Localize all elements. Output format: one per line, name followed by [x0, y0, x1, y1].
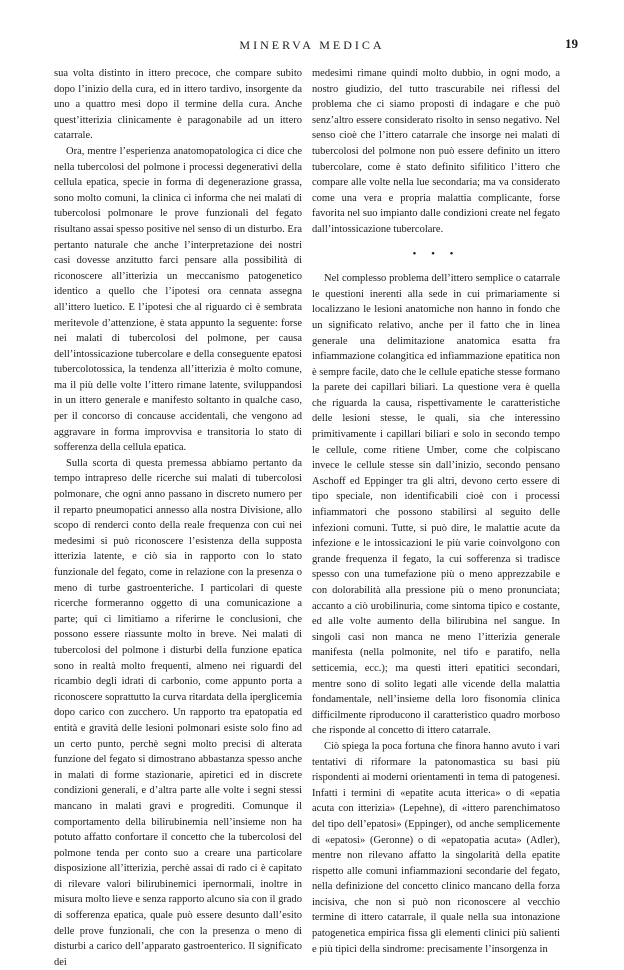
paragraph: Ora, mentre l’esperienza anatomopatologica ci dice che nella tubercolosi del polmone i processi degenerativi della cellula epatica, specie in forma di degenerazione grassa, sono molto comuni, la clinica ci informa che nei malati di tubercolosi polmonare le prove funzionali del fegato risultano assai spesso positive nel senso di un disturbo. Era pertanto naturale che anche l’interpretazione dei nostri casi dovesse anzitutto farci pensare alla possibilità di riconoscere all’itterizia un meccanismo patogenetico identico a quello che l’ipotesi ora cennata assegna all’ittero luetico. E l’ipotesi che al riguardo ci è sembrata meritevole d’attenzione, è stata appunto la seguente: forse nei malati di tubercolosi del polmone, per causa dell’intossicazione tubercolare e della conseguente epatosi tubercolotossica, la tendenza all’itterizia è molto comune, ma il più delle volte l’ittero rimane latente, sviluppandosi in un ittero generale e manifesto soltanto in qualche caso, per il concorso di concause accidentali, che vengono ad aggravare in forma improvvisa e transitoria lo stato di sofferenza della cellula epatica.	[54, 145, 302, 454]
page-number: 19	[565, 36, 578, 51]
paragraph: Sulla scorta di questa premessa abbiamo pertanto da tempo intrapreso delle ricerche sui malati di tubercolosi polmonare, che ogni anno passano in discreto numero per il reparto pneumopatici annesso alla nostra Divisione, allo scopo di renderci conto della reale frequenza con cui nei medesimi si può riconoscere l’esistenza della supposta itterizia latente, e ciò sia in rapporto con lo stato funzionale del fegato, come in relazione con la presenza o meno di turbe gastroenteriche. I particolari di queste ricerche formeranno oggetto di una comunicazione a parte; qui ci limitiamo a riferirne le conclusioni, che possono essere riassunte molto in breve. Nei malati di tubercolosi del polmone i disturbi della funzione epatica sono in realtà molto frequenti, almeno nei riguardi del ricambio degli idrati di carbonio, come appunto porta a riconoscere soprattutto la curva ritardata della iperglicemia dopo carico con zucchero. Un rapporto tra epatopatia ed entità e gravità delle lesioni polmonari esiste solo fino ad un certo punto, perchè segni molto precisi di alterata funzione del fegato si dimostrano abbastanza spesso anche in malati di forme stazionarie, apiretici ed in discrete condizioni generali, e d’altra parte alle volte i segni stessi mancano in malati gravi e progrediti. Comunque il comportamento della bilirubinemia nell’insieme non ha potuto affatto confortare il concetto che la tubercolosi del polmone tenda per conto suo a creare una particolare disposizione all’itterizia, perchè assai di rado ci è capitato di rilevare valori bilirubinemici ipernormali, inoltre in misura molto lieve e senza rapporto alcuno sia con il grado di sofferenza epatica, quale può essere desunto dall’esito delle prove funzionali, che con la presenza o meno di disturbi a carico dell’apparato gastroenterico. Il significato dei	[54, 457, 302, 968]
paragraph: Ciò spiega la poca fortuna che finora hanno avuto i vari tentativi di riformare la patonomastica su basi più rispondenti ai moderni orientamenti in tema di patogenesi. Infatti i termini di «epatite acuta itterica» o di «epatia acuta con itterizia» (Lepehne), di «ittero parenchimatoso del tipo dell’epatosi» (Eppinger), od anche semplicemente di «epatosi» (Geronne) o di «epatopatia acuta» (Adler), mentre non rilevano affatto la singolarità della epatite rispetto alle comuni infiammazioni secondarie del fegato, nella definizione del concetto clinico mancano della forza incisiva, che non si può non riconoscere al vecchio termine di ittero catarrale, il quale nella sua intonazione patogenetica empirica fissa gli elementi clinici più salienti e più tipici della sindrome: precisamente l’insorgenza in	[312, 740, 560, 955]
running-title: MINERVA MEDICA	[239, 38, 385, 52]
right-column	[312, 66, 560, 955]
paragraph: sua volta distinto in ittero precoce, che compare subito dopo l’inizio della cura, ed in ittero tardivo, insorgente da uno a quattro mesi dopo il termine della cura. Anche quest’itterizia clinicamente è paragonabile ad un ittero catarrale.	[54, 68, 302, 142]
paragraph: medesimi rimane quindi molto dubbio, in ogni modo, a nostro giudizio, del tutto trascurabile nei riflessi del problema che ci siamo proposti di indagare e che può senz’altro essere considerato risolto in senso negativo. Nel senso cioè che l’ittero catarrale che insorge nei malati di tubercolosi del polmone non può essere definito un ittero tubercolare, come è stato definito sifilitico l’ittero che compare alle volte nella lue secondaria; ma va considerato come una vera e propria malattia complicante, forse favorita nel suo impianto dalle condizioni create nel fegato dall’intossicazione tubercolare.	[312, 68, 560, 235]
left-column	[54, 66, 302, 968]
section-separator: • • •	[412, 247, 460, 260]
paragraph: Nel complesso problema dell’ittero semplice o catarrale le questioni inerenti alla sede in cui primariamente si localizzano le lesioni anatomiche non hanno in fondo che un significato relativo, anche per il fatto che in linea generale una delimitazione anatomica esatta fra infiammazione colangitica ed infiammazione epatitica non è sempre facile, dato che le cellule epatiche stesse formano la parete dei capillari biliari. La questione vera è quella che riguarda la causa, rispettivamente le caratteristiche delle lesioni stesse, le quali, sia che interessino primitivamente i capillari biliari e solo in secondo tempo le cellule, come ritiene Umber, come che colpiscano invece le cellule stesse sin dall’inizio, secondo pensano Aschoff ed Eppinger tra gli altri, devono certo essere di tipo speciale, non identificabili cioè con i processi infiammatori che possono stabilirsi al seguito delle infezioni comuni. Tutte, si può dire, le malattie acute da infezione e le intossicazioni le più varie coinvolgono con grande frequenza il fegato, la cui sofferenza si tradisce spesso con una tumefazione più o meno apprezzabile e con dolorabilità alla pressione più o meno pronunciata; accanto a ciò urobilinuria, come sintoma tipico e costante, ed alle volte aumento della bilirubina nel sangue. In singoli casi non manca ne meno l’itterizia generale manifesta (nella polmonite, nel tifo e paratifo, nella setticemia, ecc.); ma questi itteri epatitici secondari, mentre sono di solito legati alle vicende della malattia fondamentale, nell’insieme della loro fisonomia clinica difficilmente riproducono il caratteristico quadro morboso che risponde al concetto di ittero catarrale.	[312, 273, 560, 737]
